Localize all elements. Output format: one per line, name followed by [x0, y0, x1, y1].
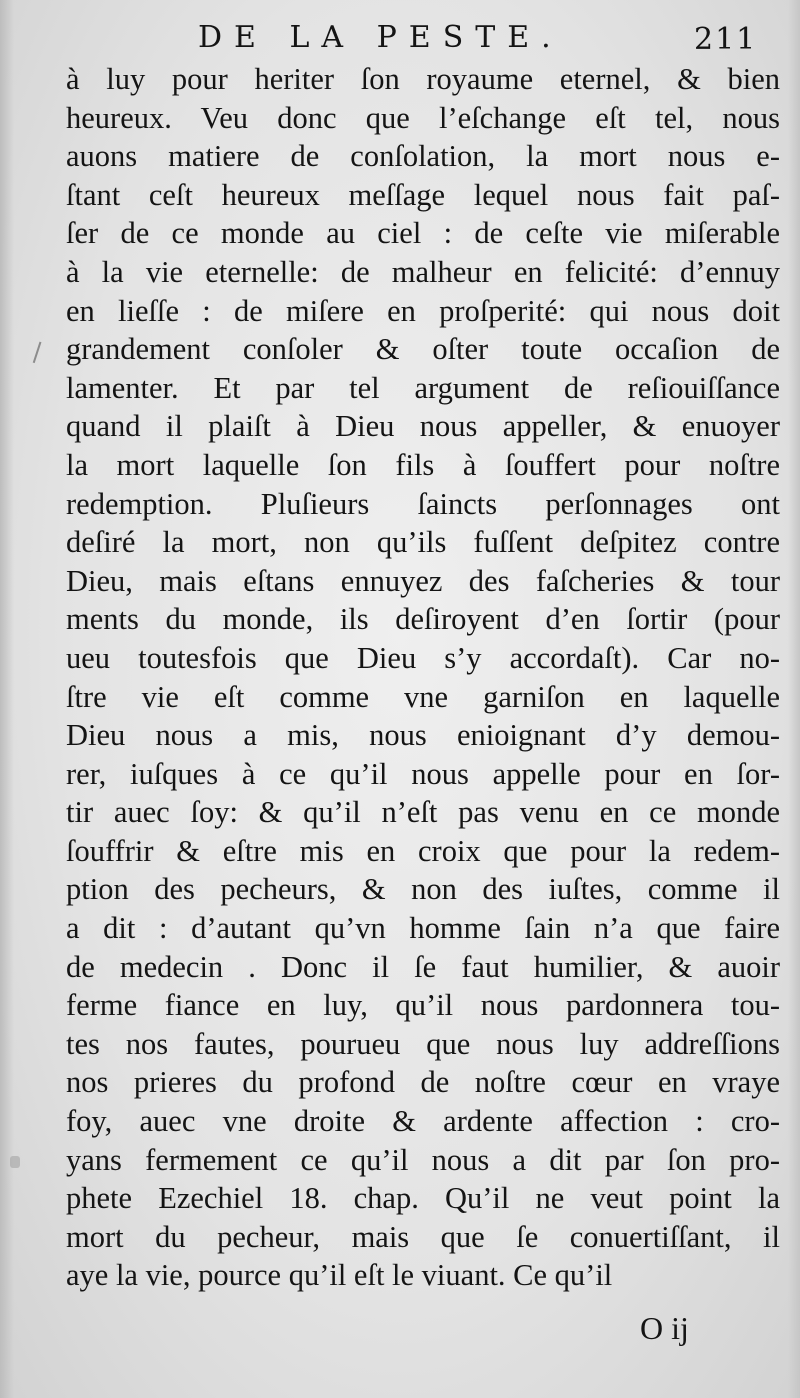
text-line: tir auec ſoy: & qu’il n’eſt pas venu en ce monde	[66, 795, 780, 830]
text-line: foy, auec vne droite & ardente affection : cro-	[66, 1104, 780, 1139]
signature-mark: O ij	[640, 1310, 689, 1346]
text-line: ption des pecheurs, & non des iuſtes, comme il	[66, 872, 780, 907]
text-line: grandement conſoler & oſter toute occaſion de	[66, 332, 780, 367]
body-text	[66, 60, 780, 1295]
text-line: aye la vie, pource qu’il eſt le viuant. Ce qu’il	[66, 1258, 613, 1293]
text-line: tes nos fautes, pourueu que nous luy addreſſions	[66, 1026, 780, 1061]
text-line: redemption. Pluſieurs ſaincts perſonnages ont	[66, 486, 780, 521]
text-line: de medecin . Donc il ſe faut humilier, & auoir	[66, 949, 780, 984]
text-line: mort du pecheur, mais que ſe conuertiſſant, il	[66, 1219, 780, 1254]
text-line: à la vie eternelle: de malheur en felicité: d’ennuy	[66, 254, 780, 289]
text-line: lamenter. Et par tel argument de reſiouiſſance	[66, 370, 780, 405]
text-line: yans fermement ce qu’il nous a dit par ſon pro-	[66, 1142, 780, 1177]
text-line: Dieu nous a mis, nous enioignant d’y demou-	[66, 718, 780, 753]
text-line: ueu toutesfois que Dieu s’y accordaſt). Car no-	[66, 640, 780, 675]
page-edge-left	[0, 0, 14, 1398]
text-line: quand il plaiſt à Dieu nous appeller, & enuoyer	[66, 409, 780, 444]
running-head	[0, 14, 800, 58]
margin-stain	[10, 1156, 20, 1168]
text-line: ments du monde, ils deſiroyent d’en ſortir (pour	[66, 602, 780, 637]
page-number: 211	[694, 22, 758, 57]
page-edge-right	[788, 0, 800, 1398]
text-line: a dit : d’autant qu’vn homme ſain n’a que faire	[66, 911, 780, 946]
text-line: auons matiere de conſolation, la mort nous e-	[66, 139, 780, 174]
text-line: heureux. Veu donc que l’eſchange eſt tel, nous	[66, 100, 780, 135]
text-line: la mort laquelle ſon fils à ſouffert pour noſtre	[66, 447, 780, 482]
running-title: DE LA PESTE.	[198, 20, 563, 55]
text-line: ſtre vie eſt comme vne garniſon en laquelle	[66, 679, 780, 714]
margin-mark	[33, 342, 46, 365]
text-line: à luy pour heriter ſon royaume eternel, & bien	[66, 62, 780, 96]
text-line: Dieu, mais eſtans ennuyez des faſcheries & tour	[66, 563, 780, 598]
text-line: ſtant ceſt heureux meſſage lequel nous fait paſ-	[66, 177, 780, 212]
text-line: ſer de ce monde au ciel : de ceſte vie miſerable	[66, 216, 780, 251]
text-line: en lieſſe : de miſere en proſperité: qui nous doit	[66, 293, 780, 328]
text-line: deſiré la mort, non qu’ils fuſſent deſpitez contre	[66, 525, 780, 560]
text-line: rer, iuſques à ce qu’il nous appelle pour en ſor-	[66, 756, 780, 791]
text-line: phete Ezechiel 18. chap. Qu’il ne veut point la	[66, 1181, 780, 1216]
text-line: ferme fiance en luy, qu’il nous pardonnera tou-	[66, 988, 780, 1023]
text-line: nos prieres du profond de noſtre cœur en vraye	[66, 1065, 780, 1100]
text-line: ſouffrir & eſtre mis en croix que pour la redem-	[66, 833, 780, 868]
